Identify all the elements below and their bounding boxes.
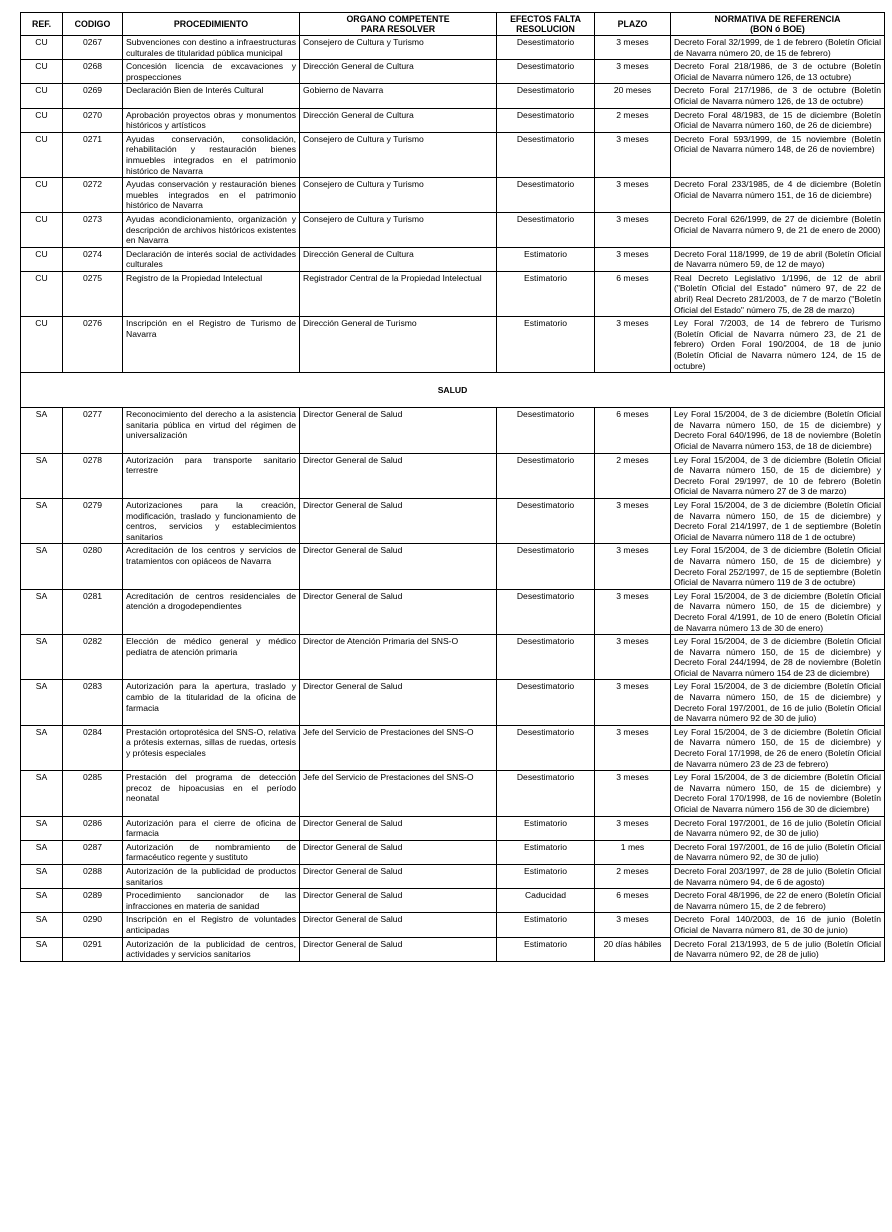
cell-organo: Director General de Salud — [300, 453, 497, 498]
cell-organo: Dirección General de Cultura — [300, 60, 497, 84]
cell-codigo: 0285 — [63, 771, 123, 816]
cell-normativa: Ley Foral 7/2003, de 14 de febrero de Turismo (Boletín Oficial de Navarra número 23, de 21 de febrero) Orden Foral 190/2004, de 18 de junio (Boletín Oficial de Navarra número 124, de 15 de octubre) — [671, 317, 885, 373]
cell-plazo: 2 meses — [595, 453, 671, 498]
cell-procedimiento: Prestación del programa de detección precoz de hipoacusias en el período neonatal — [123, 771, 300, 816]
cell-efectos: Desestimatorio — [497, 84, 595, 108]
cell-normativa: Ley Foral 15/2004, de 3 de diciembre (Boletín Oficial de Navarra número 150, de 15 de diciembre) y Decreto Foral 640/1996, de 18 de noviembre (Boletín Oficial de Navarra número 153, de 18 de diciembre) — [671, 408, 885, 453]
cell-plazo: 3 meses — [595, 178, 671, 213]
cell-plazo: 3 meses — [595, 132, 671, 177]
table-row — [21, 60, 885, 84]
table-row — [21, 913, 885, 937]
cell-organo: Director General de Salud — [300, 544, 497, 589]
section-title-salud: SALUD — [21, 373, 885, 408]
cell-efectos: Estimatorio — [497, 271, 595, 316]
cell-procedimiento: Autorización para transporte sanitario terrestre — [123, 453, 300, 498]
table-row — [21, 725, 885, 770]
cell-plazo: 20 meses — [595, 84, 671, 108]
cell-efectos: Desestimatorio — [497, 178, 595, 213]
cell-ref: CU — [21, 271, 63, 316]
cell-plazo: 3 meses — [595, 816, 671, 840]
cell-procedimiento: Autorización de la publicidad de productos sanitarios — [123, 864, 300, 888]
header-ref: REF. — [21, 13, 63, 36]
cell-codigo: 0290 — [63, 913, 123, 937]
cell-codigo: 0271 — [63, 132, 123, 177]
cell-codigo: 0275 — [63, 271, 123, 316]
cultura-rows — [21, 36, 885, 373]
cell-procedimiento: Ayudas conservación y restauración bienes muebles integrados en el patrimonio histórico de Navarra — [123, 178, 300, 213]
table-row — [21, 771, 885, 816]
cell-normativa: Decreto Foral 118/1999, de 19 de abril (Boletín Oficial de Navarra número 59, de 12 de mayo) — [671, 247, 885, 271]
cell-ref: CU — [21, 108, 63, 132]
cell-normativa: Ley Foral 15/2004, de 3 de diciembre (Boletín Oficial de Navarra número 150, de 15 de diciembre) y Decreto Foral 29/1997, de 10 de febrero (Boletín Oficial de Navarra número 27 de 3 de marzo) — [671, 453, 885, 498]
cell-efectos: Estimatorio — [497, 247, 595, 271]
cell-plazo: 6 meses — [595, 889, 671, 913]
header-efectos: EFECTOS FALTA RESOLUCION — [497, 13, 595, 36]
cell-procedimiento: Ayudas conservación, consolidación, rehabilitación y restauración bienes inmuebles integrados en el patrimonio histórico de Navarra — [123, 132, 300, 177]
cell-codigo: 0282 — [63, 635, 123, 680]
cell-procedimiento: Declaración de interés social de actividades culturales — [123, 247, 300, 271]
cell-normativa: Decreto Foral 218/1986, de 3 de octubre (Boletín Oficial de Navarra número 126, de 13 octubre) — [671, 60, 885, 84]
cell-efectos: Desestimatorio — [497, 36, 595, 60]
header-organo: ORGANO COMPETENTE PARA RESOLVER — [300, 13, 497, 36]
cell-procedimiento: Registro de la Propiedad Intelectual — [123, 271, 300, 316]
cell-organo: Consejero de Cultura y Turismo — [300, 212, 497, 247]
cell-procedimiento: Aprobación proyectos obras y monumentos históricos y artísticos — [123, 108, 300, 132]
cell-codigo: 0269 — [63, 84, 123, 108]
cell-normativa: Ley Foral 15/2004, de 3 de diciembre (Boletín Oficial de Navarra número 150, de 15 de diciembre) y Decreto Foral 252/1997, de 15 de septiembre (Boletín Oficial de Navarra número 119 de 3 de octubre) — [671, 544, 885, 589]
header-normativa: NORMATIVA DE REFERENCIA (BON ó BOE) — [671, 13, 885, 36]
cell-efectos: Desestimatorio — [497, 589, 595, 634]
cell-organo: Consejero de Cultura y Turismo — [300, 36, 497, 60]
cell-codigo: 0267 — [63, 36, 123, 60]
cell-plazo: 3 meses — [595, 317, 671, 373]
cell-codigo: 0277 — [63, 408, 123, 453]
header-procedimiento: PROCEDIMIENTO — [123, 13, 300, 36]
table-row — [21, 453, 885, 498]
cell-plazo: 3 meses — [595, 36, 671, 60]
cell-ref: SA — [21, 635, 63, 680]
cell-procedimiento: Declaración Bien de Interés Cultural — [123, 84, 300, 108]
cell-normativa: Ley Foral 15/2004, de 3 de diciembre (Boletín Oficial de Navarra número 150, de 15 de diciembre) y Decreto Foral 214/1997, de 1 de septiembre (Boletín Oficial de Navarra número 118 de 1 de octubre) — [671, 498, 885, 543]
cell-organo: Consejero de Cultura y Turismo — [300, 132, 497, 177]
cell-procedimiento: Ayudas acondicionamiento, organización y descripción de archivos históricos existentes en Navarra — [123, 212, 300, 247]
cell-organo: Gobierno de Navarra — [300, 84, 497, 108]
cell-normativa: Decreto Foral 593/1999, de 15 noviembre (Boletín Oficial de Navarra número 148, de 26 de noviembre) — [671, 132, 885, 177]
cell-normativa: Ley Foral 15/2004, de 3 de diciembre (Boletín Oficial de Navarra número 150, de 15 de diciembre) y Decreto Foral 4/1991, de 10 de enero (Boletín Oficial de Navarra número 13 de 30 de enero) — [671, 589, 885, 634]
cell-procedimiento: Prestación ortoprotésica del SNS-O, relativa a prótesis externas, sillas de ruedas, ortesis y prótesis especiales — [123, 725, 300, 770]
cell-ref: CU — [21, 36, 63, 60]
table-row — [21, 589, 885, 634]
cell-codigo: 0276 — [63, 317, 123, 373]
cell-plazo: 3 meses — [595, 635, 671, 680]
cell-organo: Director General de Salud — [300, 913, 497, 937]
cell-ref: SA — [21, 771, 63, 816]
procedures-document — [20, 12, 884, 962]
cell-organo: Director General de Salud — [300, 864, 497, 888]
cell-efectos: Desestimatorio — [497, 60, 595, 84]
table-row — [21, 937, 885, 961]
header-plazo: PLAZO — [595, 13, 671, 36]
cell-ref: CU — [21, 212, 63, 247]
table-row — [21, 108, 885, 132]
table-row — [21, 840, 885, 864]
cell-procedimiento: Acreditación de centros residenciales de atención a drogodependientes — [123, 589, 300, 634]
cell-efectos: Estimatorio — [497, 317, 595, 373]
cell-procedimiento: Autorización de la publicidad de centros, actividades y servicios sanitarios — [123, 937, 300, 961]
cell-organo: Director General de Salud — [300, 840, 497, 864]
cell-procedimiento: Autorización de nombramiento de farmacéutico regente y sustituto — [123, 840, 300, 864]
cell-organo: Consejero de Cultura y Turismo — [300, 178, 497, 213]
cell-procedimiento: Inscripción en el Registro de voluntades anticipadas — [123, 913, 300, 937]
table-row — [21, 132, 885, 177]
table-row — [21, 178, 885, 213]
cell-plazo: 3 meses — [595, 771, 671, 816]
cell-efectos: Desestimatorio — [497, 108, 595, 132]
cell-ref: SA — [21, 937, 63, 961]
table-row — [21, 247, 885, 271]
cell-efectos: Estimatorio — [497, 864, 595, 888]
cell-normativa: Decreto Foral 140/2003, de 16 de junio (Boletín Oficial de Navarra número 81, de 30 de junio) — [671, 913, 885, 937]
cell-normativa: Ley Foral 15/2004, de 3 de diciembre (Boletín Oficial de Navarra número 150, de 15 de diciembre) y Decreto Foral 197/2001, de 16 de julio (Boletín Oficial de Navarra número 92 de 30 de julio) — [671, 680, 885, 725]
table-row — [21, 889, 885, 913]
procedures-table — [20, 12, 885, 962]
cell-plazo: 2 meses — [595, 108, 671, 132]
cell-normativa: Real Decreto Legislativo 1/1996, de 12 de abril ("Boletín Oficial del Estado" número 97, de 22 de abril) Real Decreto 281/2003, de 7 de marzo ("Boletín Oficial del Estado" número 75, de 28 de marzo) — [671, 271, 885, 316]
cell-ref: SA — [21, 913, 63, 937]
cell-normativa: Decreto Foral 217/1986, de 3 de octubre (Boletín Oficial de Navarra número 126, de 13 de octubre) — [671, 84, 885, 108]
cell-organo: Dirección General de Cultura — [300, 247, 497, 271]
cell-efectos: Desestimatorio — [497, 771, 595, 816]
cell-codigo: 0287 — [63, 840, 123, 864]
cell-efectos: Desestimatorio — [497, 132, 595, 177]
cell-efectos: Desestimatorio — [497, 544, 595, 589]
cell-normativa: Decreto Foral 197/2001, de 16 de julio (Boletín Oficial de Navarra número 92, de 30 de julio) — [671, 840, 885, 864]
cell-codigo: 0284 — [63, 725, 123, 770]
cell-plazo: 1 mes — [595, 840, 671, 864]
cell-codigo: 0270 — [63, 108, 123, 132]
cell-normativa: Decreto Foral 32/1999, de 1 de febrero (Boletín Oficial de Navarra número 20, de 15 de febrero) — [671, 36, 885, 60]
cell-normativa: Decreto Foral 197/2001, de 16 de julio (Boletín Oficial de Navarra número 92, de 30 de julio) — [671, 816, 885, 840]
cell-ref: CU — [21, 178, 63, 213]
cell-normativa: Decreto Foral 626/1999, de 27 de diciembre (Boletín Oficial de Navarra número 9, de 21 de enero de 2000) — [671, 212, 885, 247]
cell-procedimiento: Concesión licencia de excavaciones y prospecciones — [123, 60, 300, 84]
section-row — [21, 373, 885, 408]
cell-ref: SA — [21, 889, 63, 913]
cell-ref: SA — [21, 544, 63, 589]
cell-organo: Jefe del Servicio de Prestaciones del SNS-O — [300, 771, 497, 816]
table-row — [21, 680, 885, 725]
cell-normativa: Ley Foral 15/2004, de 3 de diciembre (Boletín Oficial de Navarra número 150, de 15 de diciembre) y Decreto Foral 17/1998, de 26 de enero (Boletín Oficial de Navarra número 23 de 23 de febrero) — [671, 725, 885, 770]
cell-efectos: Desestimatorio — [497, 725, 595, 770]
cell-ref: SA — [21, 840, 63, 864]
cell-organo: Director de Atención Primaria del SNS-O — [300, 635, 497, 680]
cell-normativa: Decreto Foral 203/1997, de 28 de julio (Boletín Oficial de Navarra número 94, de 6 de agosto) — [671, 864, 885, 888]
cell-ref: CU — [21, 317, 63, 373]
cell-plazo: 2 meses — [595, 864, 671, 888]
cell-ref: SA — [21, 816, 63, 840]
cell-plazo: 3 meses — [595, 60, 671, 84]
cell-normativa: Decreto Foral 48/1996, de 22 de enero (Boletín Oficial de Navarra número 15, de 2 de febrero) — [671, 889, 885, 913]
cell-codigo: 0286 — [63, 816, 123, 840]
table-row — [21, 212, 885, 247]
cell-organo: Director General de Salud — [300, 937, 497, 961]
cell-efectos: Estimatorio — [497, 816, 595, 840]
table-row — [21, 498, 885, 543]
cell-ref: CU — [21, 247, 63, 271]
header-codigo: CODIGO — [63, 13, 123, 36]
cell-organo: Dirección General de Turismo — [300, 317, 497, 373]
cell-normativa: Ley Foral 15/2004, de 3 de diciembre (Boletín Oficial de Navarra número 150, de 15 de diciembre) y Decreto Foral 170/1998, de 16 de noviembre (Boletín Oficial de Navarra número 156 de 30 de diciembre) — [671, 771, 885, 816]
cell-codigo: 0268 — [63, 60, 123, 84]
cell-plazo: 3 meses — [595, 247, 671, 271]
cell-ref: SA — [21, 453, 63, 498]
cell-efectos: Desestimatorio — [497, 408, 595, 453]
cell-procedimiento: Inscripción en el Registro de Turismo de Navarra — [123, 317, 300, 373]
cell-plazo: 6 meses — [595, 271, 671, 316]
cell-procedimiento: Autorizaciones para la creación, modificación, traslado y funcionamiento de centros, servicios y establecimientos sanitarios — [123, 498, 300, 543]
cell-codigo: 0273 — [63, 212, 123, 247]
cell-organo: Director General de Salud — [300, 498, 497, 543]
cell-codigo: 0281 — [63, 589, 123, 634]
cell-procedimiento: Reconocimiento del derecho a la asistencia sanitaria pública en virtud del régimen de universalización — [123, 408, 300, 453]
table-row — [21, 84, 885, 108]
cell-organo: Director General de Salud — [300, 816, 497, 840]
table-row — [21, 271, 885, 316]
table-row — [21, 864, 885, 888]
table-header-row — [21, 13, 885, 36]
table-row — [21, 635, 885, 680]
cell-ref: SA — [21, 864, 63, 888]
cell-plazo: 3 meses — [595, 498, 671, 543]
cell-plazo: 3 meses — [595, 725, 671, 770]
table-row — [21, 36, 885, 60]
cell-organo: Director General de Salud — [300, 680, 497, 725]
cell-plazo: 20 días hábiles — [595, 937, 671, 961]
cell-organo: Dirección General de Cultura — [300, 108, 497, 132]
cell-normativa: Decreto Foral 48/1983, de 15 de diciembre (Boletín Oficial de Navarra número 160, de 26 de diciembre) — [671, 108, 885, 132]
table-row — [21, 408, 885, 453]
cell-normativa: Decreto Foral 233/1985, de 4 de diciembre (Boletín Oficial de Navarra número 151, de 16 de diciembre) — [671, 178, 885, 213]
cell-normativa: Decreto Foral 213/1993, de 5 de julio (Boletín Oficial de Navarra número 92, de 28 de julio) — [671, 937, 885, 961]
cell-ref: CU — [21, 84, 63, 108]
table-row — [21, 544, 885, 589]
cell-efectos: Caducidad — [497, 889, 595, 913]
cell-ref: SA — [21, 589, 63, 634]
cell-codigo: 0272 — [63, 178, 123, 213]
cell-codigo: 0274 — [63, 247, 123, 271]
table-row — [21, 317, 885, 373]
cell-codigo: 0291 — [63, 937, 123, 961]
cell-plazo: 6 meses — [595, 408, 671, 453]
cell-efectos: Desestimatorio — [497, 212, 595, 247]
salud-section — [21, 373, 885, 408]
cell-ref: CU — [21, 60, 63, 84]
cell-efectos: Desestimatorio — [497, 680, 595, 725]
cell-ref: SA — [21, 725, 63, 770]
cell-procedimiento: Subvenciones con destino a infraestructuras culturales de titularidad pública municipal — [123, 36, 300, 60]
cell-plazo: 3 meses — [595, 212, 671, 247]
cell-procedimiento: Elección de médico general y médico pediatra de atención primaria — [123, 635, 300, 680]
cell-plazo: 3 meses — [595, 913, 671, 937]
cell-efectos: Estimatorio — [497, 840, 595, 864]
cell-codigo: 0283 — [63, 680, 123, 725]
cell-organo: Director General de Salud — [300, 889, 497, 913]
cell-codigo: 0280 — [63, 544, 123, 589]
cell-efectos: Estimatorio — [497, 913, 595, 937]
cell-efectos: Estimatorio — [497, 937, 595, 961]
cell-organo: Director General de Salud — [300, 589, 497, 634]
cell-efectos: Desestimatorio — [497, 498, 595, 543]
cell-ref: SA — [21, 408, 63, 453]
cell-codigo: 0288 — [63, 864, 123, 888]
cell-procedimiento: Autorización para la apertura, traslado y cambio de la titularidad de la oficina de farmacia — [123, 680, 300, 725]
cell-codigo: 0279 — [63, 498, 123, 543]
cell-procedimiento: Autorización para el cierre de oficina de farmacia — [123, 816, 300, 840]
cell-codigo: 0278 — [63, 453, 123, 498]
cell-plazo: 3 meses — [595, 589, 671, 634]
cell-procedimiento: Procedimiento sancionador de las infracciones en materia de sanidad — [123, 889, 300, 913]
cell-plazo: 3 meses — [595, 680, 671, 725]
cell-efectos: Desestimatorio — [497, 635, 595, 680]
cell-ref: SA — [21, 498, 63, 543]
cell-procedimiento: Acreditación de los centros y servicios de tratamientos con opiáceos de Navarra — [123, 544, 300, 589]
salud-rows — [21, 408, 885, 962]
cell-organo: Jefe del Servicio de Prestaciones del SNS-O — [300, 725, 497, 770]
cell-ref: CU — [21, 132, 63, 177]
cell-ref: SA — [21, 680, 63, 725]
cell-codigo: 0289 — [63, 889, 123, 913]
cell-organo: Director General de Salud — [300, 408, 497, 453]
table-row — [21, 816, 885, 840]
cell-normativa: Ley Foral 15/2004, de 3 de diciembre (Boletín Oficial de Navarra número 150, de 15 de diciembre) y Decreto Foral 244/1994, de 28 de noviembre (Boletín Oficial de Navarra número 154 de 23 de diciembre) — [671, 635, 885, 680]
cell-efectos: Desestimatorio — [497, 453, 595, 498]
cell-organo: Registrador Central de la Propiedad Intelectual — [300, 271, 497, 316]
cell-plazo: 3 meses — [595, 544, 671, 589]
